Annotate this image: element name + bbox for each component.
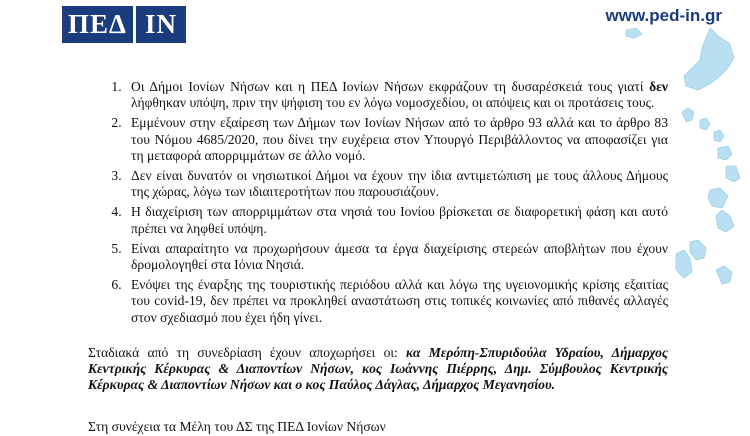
list-item: 6. Ενόψει της έναρξης της τουριστικής περιόδου αλλά και λόγω της υγειονομικής κρίσης εξαιτίας του covid-19, δεν πρέπει να προκληθεί αναστάτωση στις τοπικές κοινωνίες από πιθανές αλλαγές στον σχεδιασμό που έχει ήδη γίνει.	[125, 277, 668, 326]
logo-ped: ΠΕΔ	[62, 6, 133, 43]
absent-intro: Σταδιακά από τη συνεδρίαση έχουν αποχωρήσει οι:	[88, 344, 407, 360]
list-item: 2. Εμμένουν στην εξαίρεση των Δήμων των Ιονίων Νήσων από το άρθρο 93 αλλά και το άρθρο 83 του Νόμου 4685/2020, που δίνει την ευχέρεια στον Υπουργό Περιβάλλοντος να αποφασίζει για τη μεταφορά απορριμμάτων σε άλλο νομό.	[125, 115, 668, 164]
logo-in: IN	[136, 6, 186, 43]
document-body	[88, 79, 668, 436]
absent-names: κα Μερόπη-Σπυριδούλα Υδραίου, Δήμαρχος Κεντρικής Κέρκυρας & Διαποντίων Νήσων, κος Ιωάννης Πιέρρης, Δημ. Σύμβουλος Κεντρικής Κέρκυρας & Διαποντίων Νήσων και ο κος Παύλος Δάγλας, Δήμαρχος Μεγανησίου.	[88, 344, 668, 393]
list-item: 1. Οι Δήμοι Ιονίων Νήσων και η ΠΕΔ Ιονίων Νήσων εκφράζουν τη δυσαρέσκειά τους γιατί δεν λήφθηκαν υπόψη, πριν την ψήφιση του εν λόγω νομοσχεδίου, οι απόψεις και οι προτάσεις τους.	[125, 79, 668, 111]
closing-paragraph: Στη συνέχεια τα Μέλη του ΔΣ της ΠΕΔ Ιονίων Νήσων	[88, 419, 386, 435]
list-item: 4. Η διαχείριση των απορριμμάτων στα νησιά του Ιονίου βρίσκεται σε διαφορετική φάση και αυτό πρέπει να ληφθεί υπόψη.	[125, 204, 668, 236]
numbered-list	[88, 79, 668, 326]
list-item: 3. Δεν είναι δυνατόν οι νησιωτικοί Δήμοι να έχουν την ίδια αντιμετώπιση με τους άλλους Δήμους της χώρας, λόγω των ιδιαιτεροτήτων που παρουσιάζουν.	[125, 168, 668, 200]
absent-members-paragraph	[88, 345, 668, 394]
list-item: 5. Είναι απαραίτητο να προχωρήσουν άμεσα τα έργα διαχείρισης στερεών αποβλήτων που έχουν δρομολογηθεί στα Ιόνια Νησιά.	[125, 241, 668, 273]
website-link[interactable]: www.ped-in.gr	[605, 6, 722, 25]
logo	[62, 6, 186, 43]
